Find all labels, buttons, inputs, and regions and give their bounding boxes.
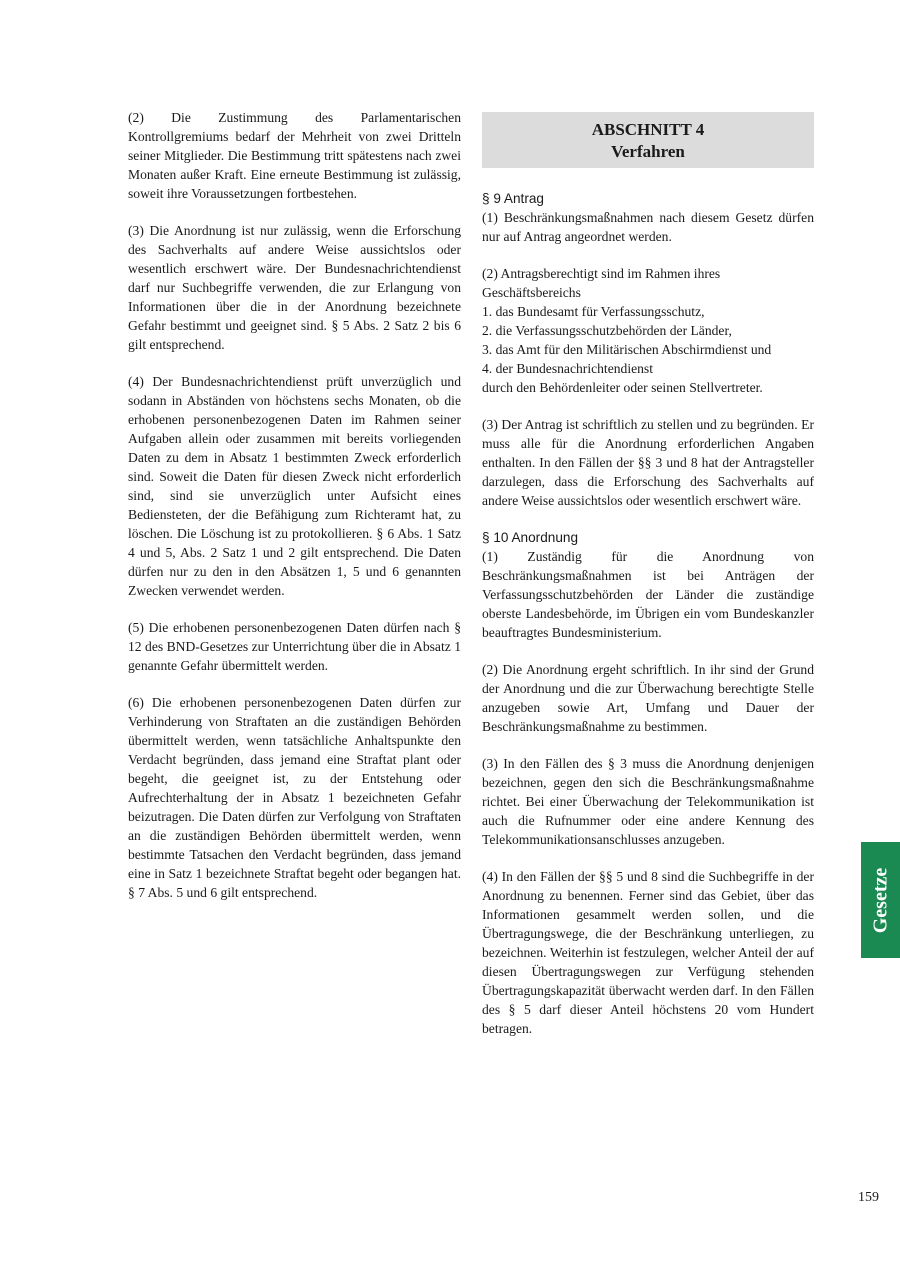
left-paragraph-4: (4) Der Bundesnachrichtendienst prüft unverzüglich und sodann in Abständen von höchstens sechs Monaten, ob die erhobenen personenbezogenen Daten im Rahmen seiner Aufgaben allein oder zusammen mit bereits vorliegenden Daten zu dem in Absatz 1 bestimmten Zweck erforderlich sind. Soweit die Daten für diesen Zweck nicht erforderlich sind, sind sie unverzüglich unter Aufsicht eines Bediensteten, der die Befähigung zum Richteramt hat, zu löschen. Die Löschung ist zu protokollieren. § 6 Abs. 1 Satz 4 und 5, Abs. 2 Satz 1 und 2 gilt entsprechend. Die Daten dürfen nur zu den in den Absätzen 1, 5 und 6 genannten Zwecken verwendet werden. (128, 374, 461, 598)
list-item: 3. das Amt für den Militärischen Abschirmdienst und (482, 342, 772, 357)
paragraph-10-4: (4) In den Fällen der §§ 5 und 8 sind die Suchbegriffe in der Anordnung zu benennen. Ferner sind das Gebiet, über das Informationen gesammelt werden sollen, und die Übertragungswege, die der Beschränkung unterliegen, zu bezeichnen. Weiterhin ist festzulegen, welcher Anteil der auf diesen Übertragungswegen zur Verfügung stehenden Übertragungskapazität überwacht werden darf. In den Fällen des § 5 darf dieser Anteil höchstens 20 vom Hundert betragen. (482, 869, 814, 1036)
left-paragraph-6: (6) Die erhobenen personenbezogenen Daten dürfen zur Verhinderung von Straftaten an die zuständigen Behörden übermittelt werden, wenn tatsächliche Anhaltspunkte den Verdacht begründen, dass jemand eine Straftat plant oder begeht, die geeignet ist, zu der Entstehung oder Aufrechterhaltung der in Absatz 1 bezeichneten Gefahr beizutragen. Die Daten dürfen zur Verfolgung von Straftaten an die zuständigen Behörden übermittelt werden, wenn bestimmte Tatsachen den Verdacht begründen, dass jemand eine in Satz 1 bezeichnete Straftat begeht oder begangen hat. § 7 Abs. 5 und 6 gilt entsprechend. (128, 695, 461, 900)
paragraph-9-2-intro: (2) Antragsberechtigt sind im Rahmen ihres Geschäftsbereichs (482, 266, 721, 300)
side-tab-label: Gesetze (869, 867, 892, 933)
left-column (128, 108, 461, 920)
paragraph-9-1: (1) Beschränkungsmaßnahmen nach diesem Gesetz dürfen nur auf Antrag angeordnet werden. (482, 210, 814, 244)
paragraph-10-1: (1) Zuständig für die Anordnung von Beschränkungsmaßnahmen ist bei Anträgen der Verfassungsschutzbehörden der Länder die zuständige oberste Landesbehörde, im Übrigen ein vom Bundeskanzler beauftragtes Bundesministerium. (482, 549, 814, 640)
left-paragraph-5: (5) Die erhobenen personenbezogenen Daten dürfen nach § 12 des BND-Gesetzes zur Unterrichtung über die in Absatz 1 genannte Gefahr übermittelt werden. (128, 620, 461, 673)
list-item: 2. die Verfassungsschutzbehörden der Länder, (482, 323, 732, 338)
left-paragraph-2: (2) Die Zustimmung des Parlamentarischen Kontrollgremiums bedarf der Mehrheit von zwei Dritteln seiner Mitglieder. Die Bestimmung tritt spätestens nach zwei Monaten außer Kraft. Eine erneute Bestimmung ist zulässig, soweit ihre Voraussetzungen fortbestehen. (128, 110, 461, 201)
paragraph-10-heading (482, 528, 814, 547)
section-title: ABSCHNITT 4 (591, 120, 705, 139)
page-number: 159 (858, 1190, 879, 1205)
paragraph-9-heading (482, 189, 814, 208)
paragraph-10-3: (3) In den Fällen des § 3 muss die Anordnung denjenigen bezeichnen, gegen den sich die Beschränkungsmaßnahme richtet. Bei einer Überwachung der Telekommunikation ist auch die Rufnummer oder eine andere Kennung des Telekommunikationsanschlusses anzugeben. (482, 756, 814, 847)
right-column (482, 112, 814, 1056)
paragraph-10-heading-text: § 10 Anordnung (482, 530, 578, 545)
list-item: 4. der Bundesnachrichtendienst (482, 361, 654, 376)
paragraph-10-2: (2) Die Anordnung ergeht schriftlich. In ihr sind der Grund der Anordnung und die zur Überwachung berechtigte Stelle anzugeben sowie Art, Umfang und Dauer der Beschränkungsmaßnahme zu bestimmen. (482, 662, 814, 734)
paragraph-9-3: (3) Der Antrag ist schriftlich zu stellen und zu begründen. Er muss alle für die Anordnung erforderlichen Angaben enthalten. In den Fällen der §§ 3 und 8 hat der Antragsteller darzulegen, dass die Erforschung des Sachverhalts auf andere Weise aussichtslos oder wesentlich erschwert wäre. (482, 417, 814, 508)
side-tab-gesetze (861, 842, 900, 958)
paragraph-9-heading-text: § 9 Antrag (482, 191, 544, 206)
section-header (482, 112, 814, 168)
left-paragraph-3: (3) Die Anordnung ist nur zulässig, wenn die Erforschung des Sachverhalts auf andere Weise aussichtslos oder wesentlich erschwert wäre. Der Bundesnachrichtendienst darf nur Suchbegriffe verwenden, die zur Erlangung von Informationen über die in der Anordnung bezeichnete Gefahr bestimmt und geeignet sind. § 5 Abs. 2 Satz 2 bis 6 gilt entsprechend. (128, 223, 461, 352)
section-subtitle: Verfahren (611, 142, 685, 161)
paragraph-9-2-outro: durch den Behördenleiter oder seinen Stellvertreter. (482, 380, 763, 395)
list-item: 1. das Bundesamt für Verfassungsschutz, (482, 304, 705, 319)
